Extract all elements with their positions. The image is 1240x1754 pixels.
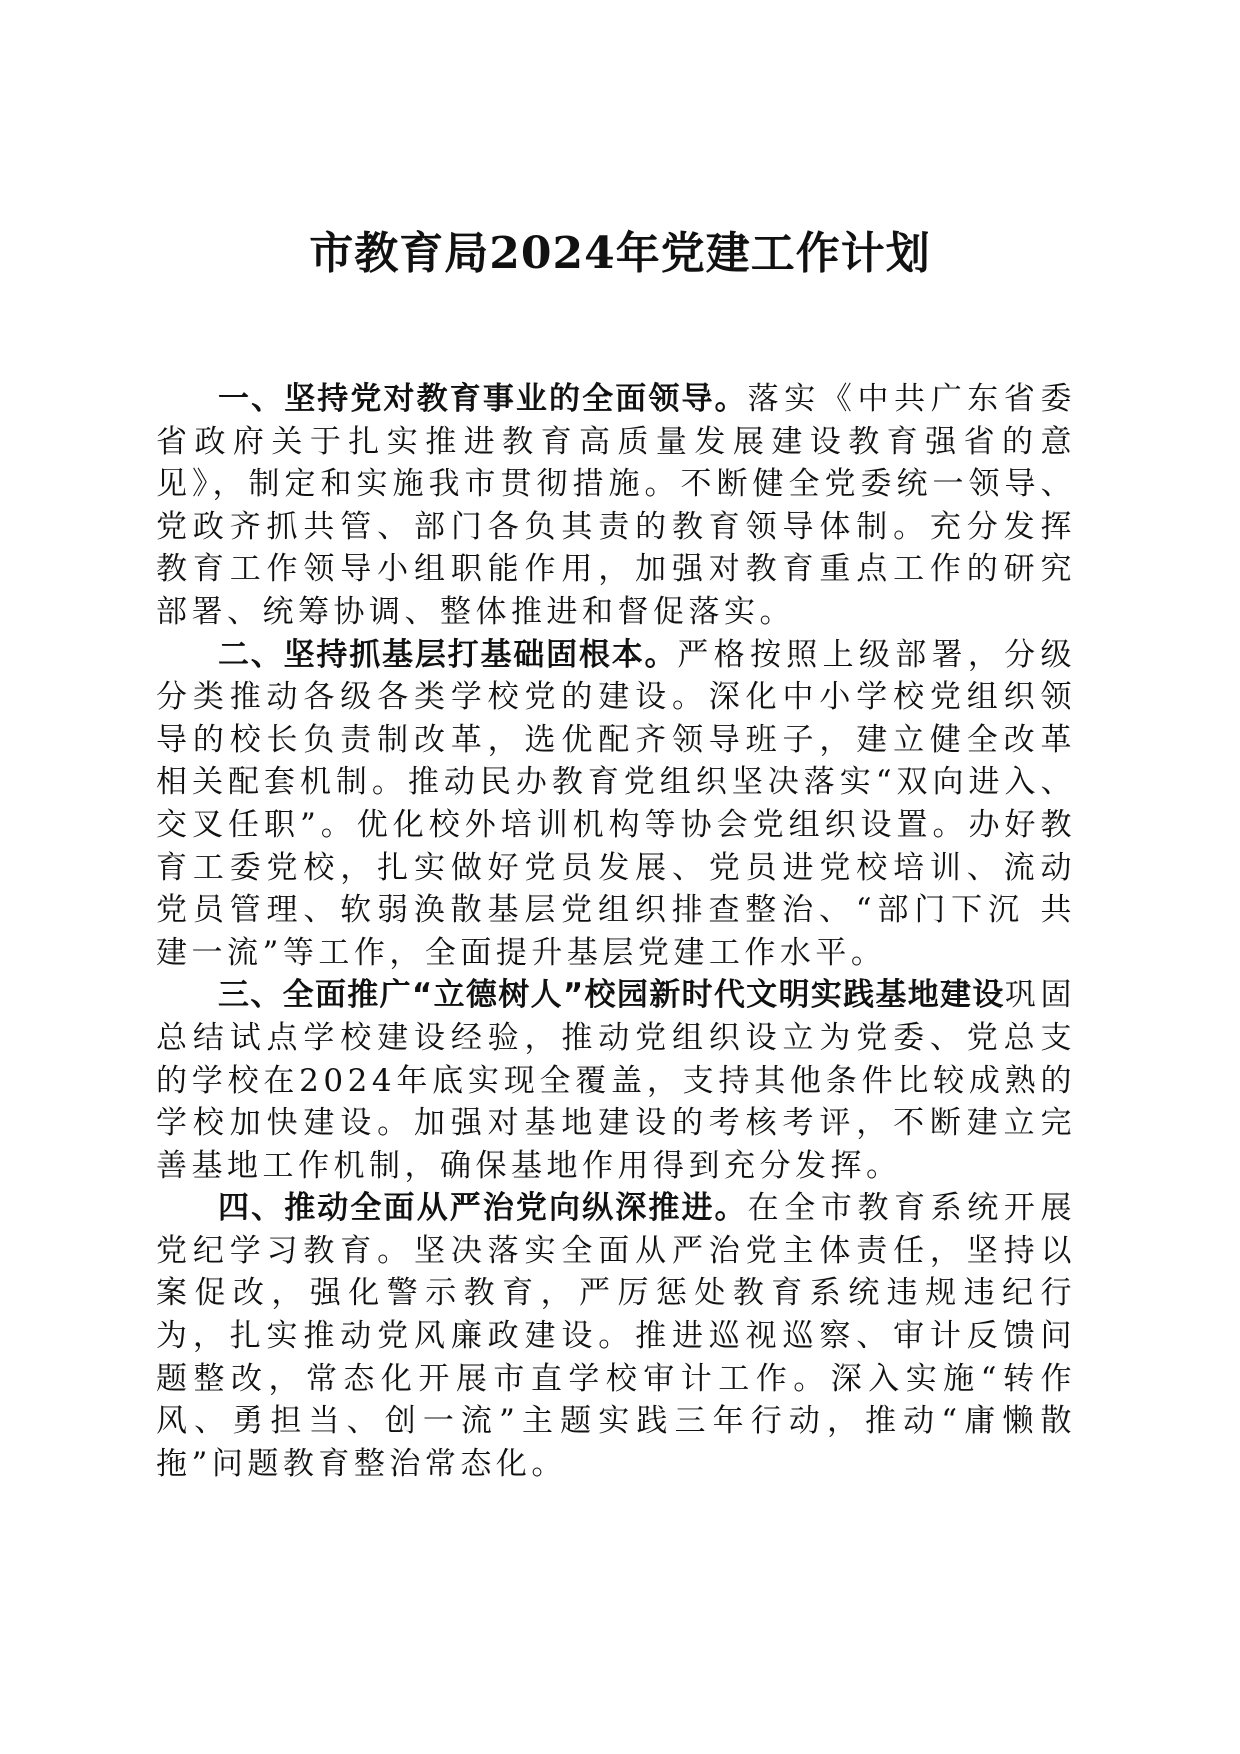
section-paragraph-1 [156,378,1076,634]
section-heading-1: 一、坚持党对教育事业的全面领导。 [218,381,748,417]
section-body-3: 巩固总结试点学校建设经验，推动党组织设立为党委、党总支的学校在2024年底实现全覆盖，支持其他条件比较成熟的学校加快建设。加强对基地建设的考核考评，不断建立完善基地工作机制，确保基地作用得到充分发挥。 [156,977,1077,1184]
section-body-4: 在全市教育系统开展党纪学习教育。坚决落实全面从严治党主体责任，坚持以案促改，强化警示教育，严厉惩处教育系统违规违纪行为，扎实推动党风廉政建设。推进巡视巡察、审计反馈问题整改，常态化开展市直学校审计工作。深入实施“转作风、勇担当、创一流”主题实践三年行动，推动“庸懒散拖”问题教育整治常态化。 [156,1190,1077,1482]
section-heading-3: 三、全面推广“立德树人”校园新时代文明实践基地建设 [218,977,1005,1014]
section-paragraph-3 [156,974,1076,1187]
section-heading-4: 四、推动全面从严治党向纵深推进。 [218,1190,748,1227]
section-heading-2: 二、坚持抓基层打基础固根本。 [218,636,678,673]
section-paragraph-2 [156,634,1076,975]
section-body-2: 严格按照上级部署，分级分类推动各级各类学校党的建设。深化中小学校党组织领导的校长负责制改革，选优配齐领导班子，建立健全改革相关配套机制。推动民办教育党组织坚决落实“双向进入、交叉任职”。优化校外培训机构等协会党组织设置。办好教育工委党校，扎实做好党员发展、党员进党校培训、流动党员管理、软弱涣散基层党组织排查整治、“部门下沉 共建一流”等工作，全面提升基层党建工作水平。 [156,636,1076,971]
document-title: 市教育局2024年党建工作计划 [309,228,931,279]
section-paragraph-4 [156,1187,1076,1485]
section-body-1: 落实《中共广东省委省政府关于扎实推进教育高质量发展建设教育强省的意见》，制定和实施我市贯彻措施。不断健全党委统一领导、党政齐抓共管、部门各负其责的教育领导体制。充分发挥教育工作领导小组职能作用，加强对教育重点工作的研究部署、统筹协调、整体推进和督促落实。 [156,381,1077,630]
document-body [156,378,1076,1485]
